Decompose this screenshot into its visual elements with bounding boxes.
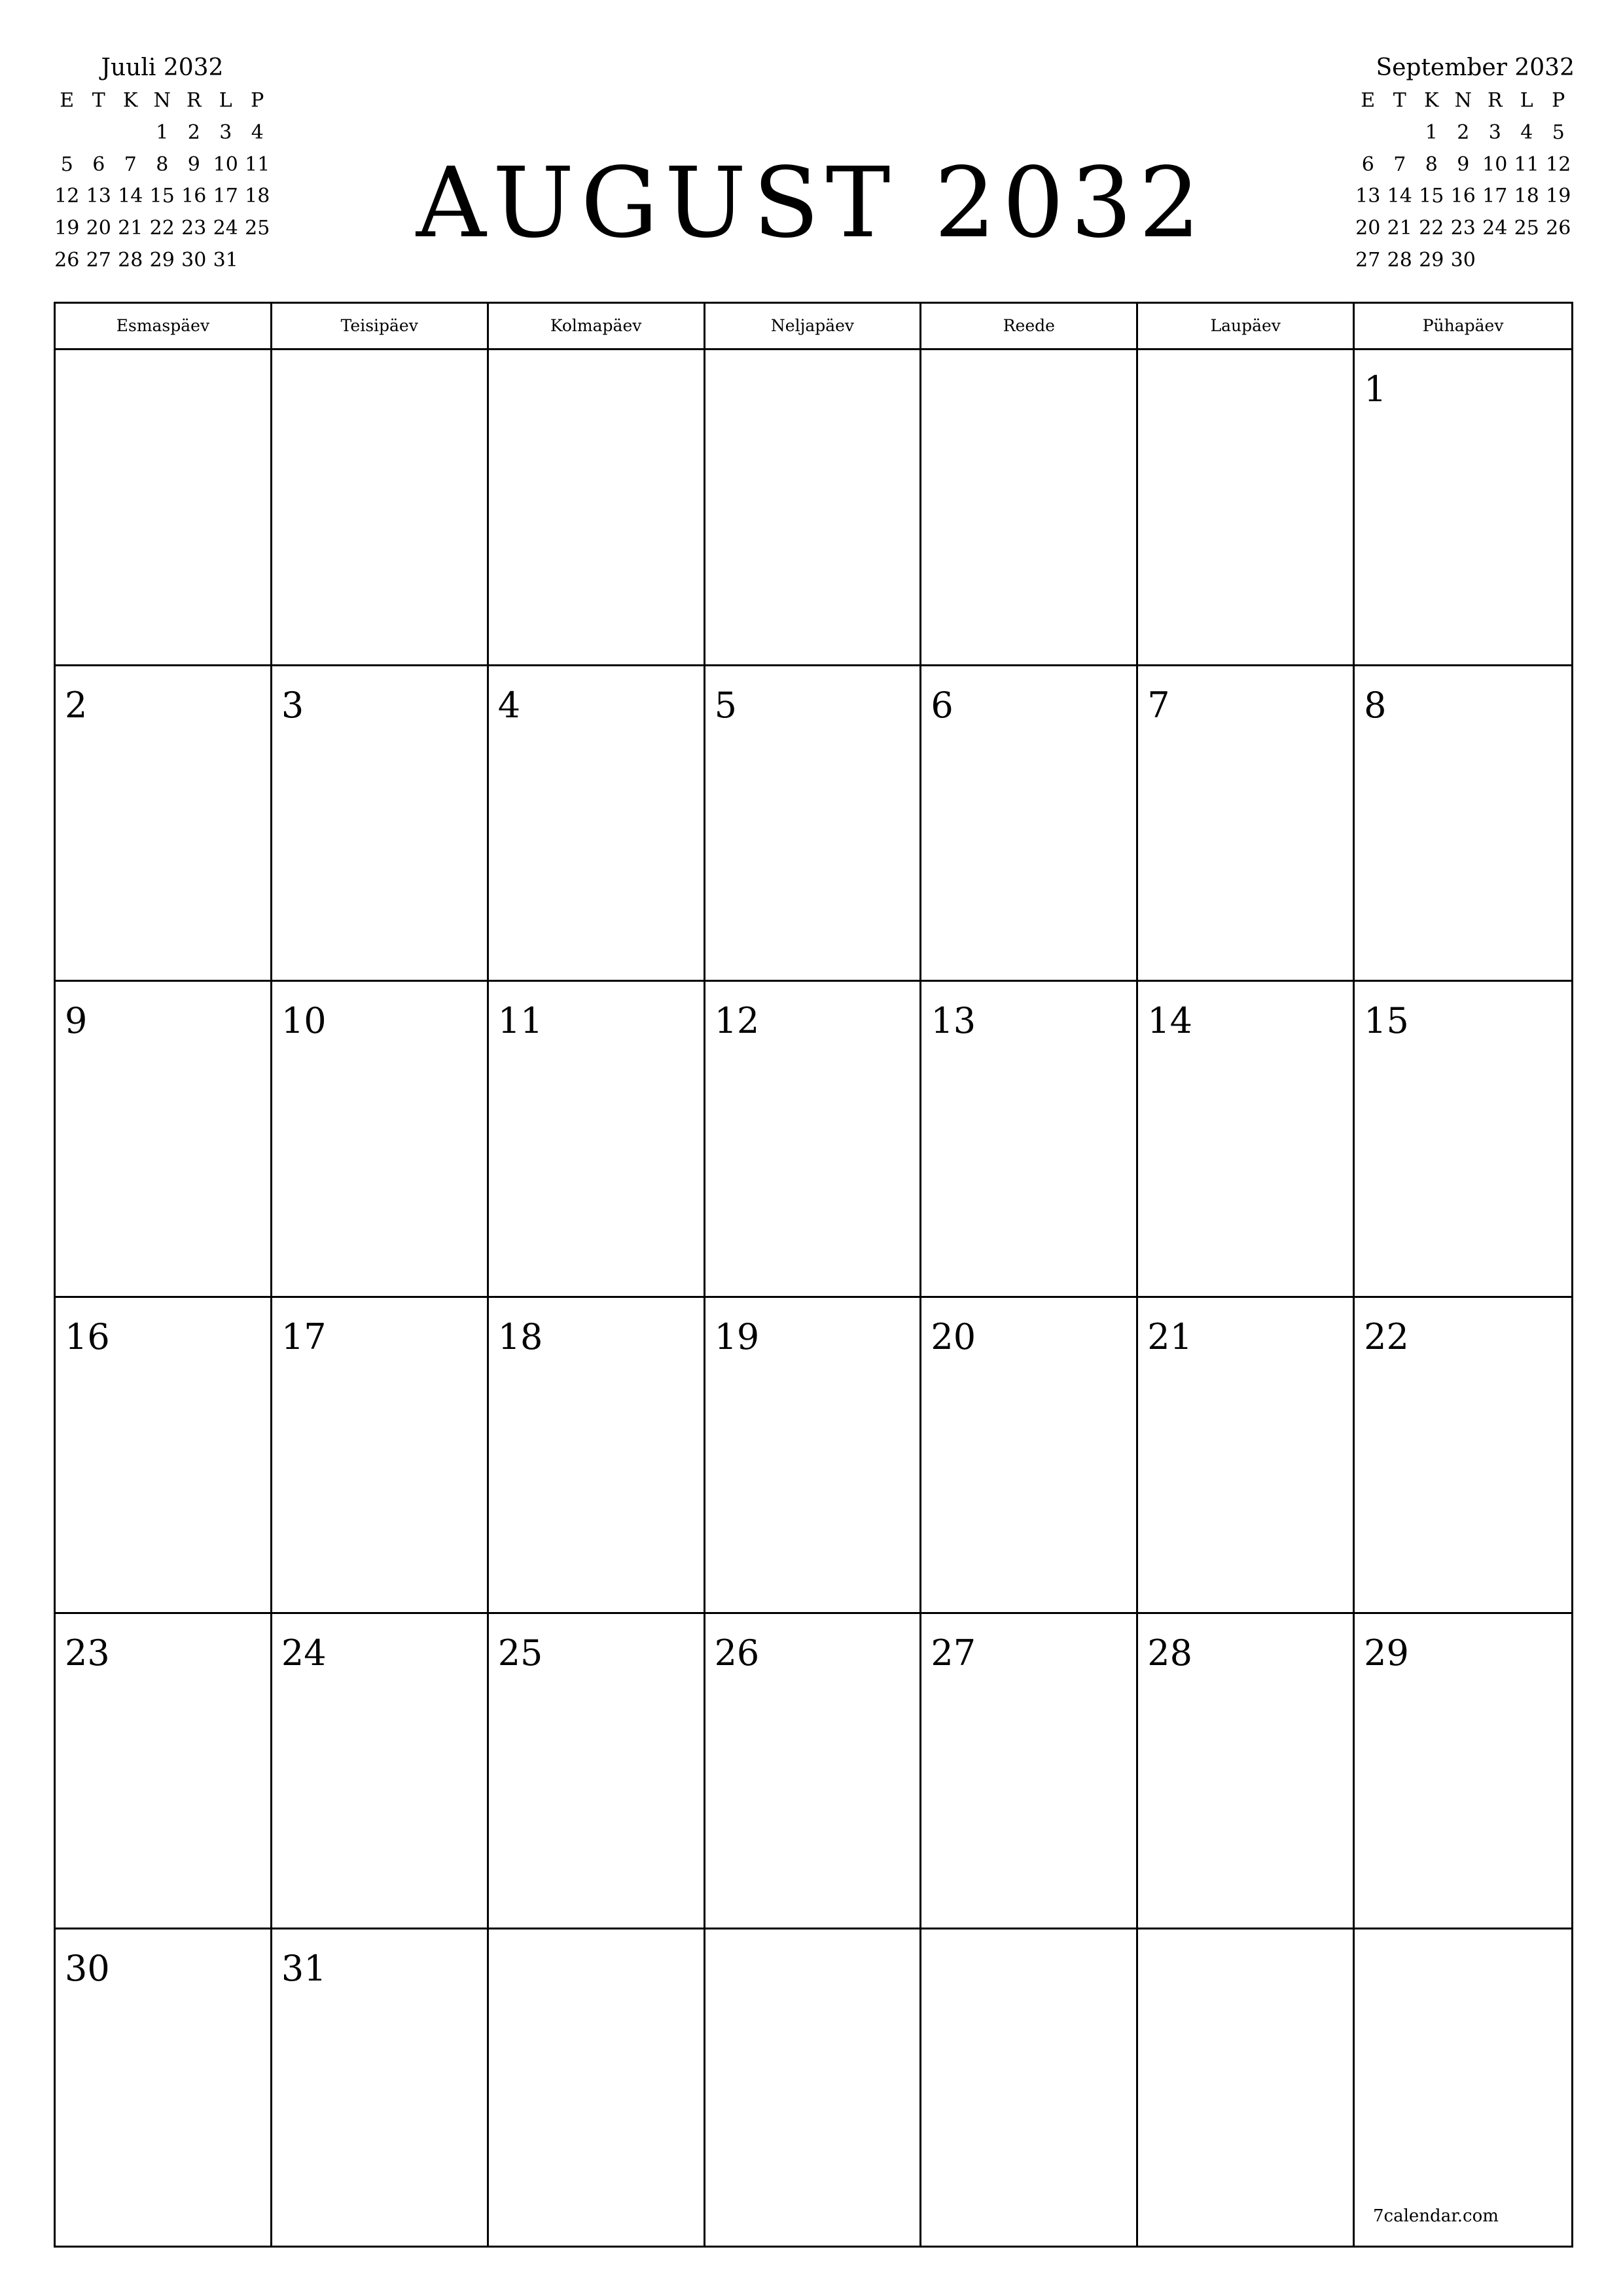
mini-day: 30 (1450, 248, 1476, 272)
mini-weekday-label: R (1487, 89, 1503, 112)
day-cell (1138, 982, 1355, 1298)
mini-day: 7 (124, 152, 137, 176)
day-number: 14 (1147, 1000, 1192, 1042)
day-number: 20 (931, 1316, 976, 1357)
day-cell (489, 1298, 705, 1614)
mini-day: 25 (245, 217, 270, 240)
day-cell (56, 1929, 272, 2246)
day-number: 12 (714, 1000, 760, 1042)
mini-day: 10 (1482, 152, 1508, 176)
day-cell (1138, 1298, 1355, 1614)
day-number: 3 (281, 684, 304, 726)
day-cell (489, 666, 705, 982)
mini-weekday-label: N (1454, 89, 1472, 112)
mini-day: 18 (245, 185, 270, 208)
day-cell (921, 666, 1138, 982)
day-number: 11 (497, 1000, 543, 1042)
day-cell (1355, 1929, 1571, 2246)
day-number: 18 (497, 1316, 543, 1357)
day-number: 9 (65, 1000, 88, 1042)
mini-empty-cell (51, 117, 83, 149)
mini-day: 21 (118, 217, 143, 240)
day-cell (1138, 666, 1355, 982)
mini-day: 6 (1361, 152, 1374, 176)
mini-day: 27 (86, 248, 111, 272)
mini-day: 16 (1450, 185, 1476, 208)
day-cell (705, 666, 922, 982)
day-number: 24 (281, 1632, 327, 1674)
mini-day: 4 (1520, 120, 1533, 144)
day-cell (921, 1298, 1138, 1614)
mini-calendar-title: Juuli 2032 (101, 54, 224, 81)
mini-day: 23 (181, 217, 207, 240)
day-cell (705, 350, 922, 666)
mini-day: 29 (149, 248, 175, 272)
day-cell (489, 1614, 705, 1930)
mini-day: 4 (251, 120, 264, 144)
mini-day: 22 (1419, 217, 1444, 240)
month-grid (54, 302, 1573, 2248)
day-cell (705, 1929, 922, 2246)
mini-day: 25 (1514, 217, 1539, 240)
mini-day: 20 (86, 217, 111, 240)
weekday-header: Laupäev (1138, 304, 1355, 348)
mini-day: 15 (149, 185, 175, 208)
mini-day: 13 (1355, 185, 1381, 208)
mini-day: 9 (187, 152, 200, 176)
mini-day: 14 (1387, 185, 1412, 208)
mini-day: 19 (54, 217, 80, 240)
day-number: 23 (65, 1632, 110, 1674)
day-number: 8 (1364, 684, 1387, 726)
mini-empty-cell (1384, 117, 1416, 149)
mini-weekday-label: T (1393, 89, 1406, 112)
day-number: 16 (65, 1316, 110, 1357)
mini-day: 2 (187, 120, 200, 144)
mini-day: 8 (1425, 152, 1438, 176)
day-cell (921, 1929, 1138, 2246)
day-cell (1138, 1929, 1355, 2246)
mini-day: 11 (1514, 152, 1539, 176)
day-cell (921, 1614, 1138, 1930)
weekday-header: Kolmapäev (489, 304, 705, 348)
day-cell (272, 1929, 489, 2246)
day-number: 19 (714, 1316, 760, 1357)
day-cell (1355, 666, 1571, 982)
day-cell (272, 1614, 489, 1930)
weekday-header-row (56, 304, 1571, 350)
mini-day: 12 (1546, 152, 1571, 176)
mini-day: 7 (1393, 152, 1406, 176)
mini-weekday-label: L (219, 89, 232, 112)
day-number: 28 (1147, 1632, 1192, 1674)
day-number: 7 (1147, 684, 1170, 726)
site-credit: 7calendar.com (1373, 2206, 1499, 2226)
mini-calendar-next-month (1352, 51, 1575, 277)
day-number: 2 (65, 684, 88, 726)
mini-day: 29 (1419, 248, 1444, 272)
day-number: 17 (281, 1316, 327, 1357)
day-number: 27 (931, 1632, 976, 1674)
mini-weekday-label: P (251, 89, 264, 112)
day-number: 30 (65, 1948, 110, 1990)
mini-day: 13 (86, 185, 111, 208)
day-cell (705, 1298, 922, 1614)
day-cell (56, 666, 272, 982)
day-number: 25 (497, 1632, 543, 1674)
day-number: 31 (281, 1948, 327, 1990)
mini-day: 11 (245, 152, 270, 176)
mini-calendar-title: September 2032 (1376, 54, 1575, 81)
mini-weekday-label: R (186, 89, 202, 112)
mini-day: 24 (1482, 217, 1508, 240)
mini-day: 17 (1482, 185, 1508, 208)
mini-day: 20 (1355, 217, 1381, 240)
day-cell (56, 1614, 272, 1930)
day-cell (1355, 350, 1571, 666)
day-number: 10 (281, 1000, 327, 1042)
mini-weekday-label: N (153, 89, 171, 112)
day-cell (705, 1614, 922, 1930)
mini-day: 8 (156, 152, 169, 176)
day-cell (56, 1298, 272, 1614)
mini-day: 9 (1457, 152, 1470, 176)
mini-empty-cell (1352, 117, 1384, 149)
day-cell (1355, 982, 1571, 1298)
mini-weekday-label: T (92, 89, 105, 112)
mini-day: 27 (1355, 248, 1381, 272)
mini-day: 6 (92, 152, 105, 176)
day-cell (272, 350, 489, 666)
mini-day: 12 (54, 185, 80, 208)
weekday-header: Teisipäev (272, 304, 489, 348)
mini-day: 19 (1546, 185, 1571, 208)
mini-day: 24 (213, 217, 238, 240)
mini-day: 26 (1546, 217, 1571, 240)
day-cell (489, 982, 705, 1298)
day-number: 4 (497, 684, 521, 726)
mini-day: 17 (213, 185, 238, 208)
day-cell (921, 350, 1138, 666)
mini-day: 5 (60, 152, 73, 176)
mini-calendar-previous-month (51, 51, 274, 277)
weekday-header: Reede (921, 304, 1138, 348)
mini-day: 26 (54, 248, 80, 272)
day-cell (921, 982, 1138, 1298)
day-number: 29 (1364, 1632, 1409, 1674)
mini-day: 1 (1425, 120, 1438, 144)
mini-empty-cell (115, 117, 147, 149)
mini-day: 30 (181, 248, 207, 272)
mini-weekday-label: K (123, 89, 138, 112)
mini-day: 10 (213, 152, 238, 176)
day-cell (489, 1929, 705, 2246)
mini-empty-cell (83, 117, 115, 149)
mini-day: 5 (1552, 120, 1565, 144)
mini-day: 18 (1514, 185, 1539, 208)
day-number: 21 (1147, 1316, 1192, 1357)
mini-day: 3 (1488, 120, 1501, 144)
day-number: 15 (1364, 1000, 1409, 1042)
weekday-header: Esmaspäev (56, 304, 272, 348)
mini-day: 23 (1450, 217, 1476, 240)
mini-day: 28 (1387, 248, 1412, 272)
mini-day: 31 (213, 248, 238, 272)
mini-calendar-grid (1352, 85, 1575, 277)
day-cell (56, 982, 272, 1298)
day-number: 6 (931, 684, 954, 726)
mini-weekday-label: P (1552, 89, 1565, 112)
mini-weekday-label: L (1520, 89, 1533, 112)
mini-day: 21 (1387, 217, 1412, 240)
mini-day: 2 (1457, 120, 1470, 144)
mini-weekday-label: E (60, 89, 75, 112)
day-number: 13 (931, 1000, 976, 1042)
day-number: 22 (1364, 1316, 1409, 1357)
day-cell (56, 350, 272, 666)
mini-day: 28 (118, 248, 143, 272)
day-cell (272, 982, 489, 1298)
mini-day: 15 (1419, 185, 1444, 208)
weekday-header: Neljapäev (705, 304, 922, 348)
weekday-header: Pühapäev (1422, 316, 1504, 335)
mini-day: 3 (219, 120, 232, 144)
day-cell (489, 350, 705, 666)
mini-day: 22 (149, 217, 175, 240)
day-cell (1355, 1614, 1571, 1930)
day-cell (1355, 1298, 1571, 1614)
mini-weekday-label: E (1361, 89, 1376, 112)
mini-day: 1 (156, 120, 169, 144)
day-cell (1138, 350, 1355, 666)
day-cell (272, 666, 489, 982)
day-cell (1138, 1614, 1355, 1930)
day-cell (705, 982, 922, 1298)
page-title: AUGUST 2032 (416, 147, 1207, 259)
mini-day: 14 (118, 185, 143, 208)
mini-weekday-label: K (1424, 89, 1439, 112)
day-number: 26 (714, 1632, 760, 1674)
mini-calendar-grid (51, 85, 274, 277)
day-number: 1 (1364, 368, 1387, 410)
month-grid-body (56, 350, 1571, 2246)
mini-day: 16 (181, 185, 207, 208)
day-cell (272, 1298, 489, 1614)
day-number: 5 (714, 684, 737, 726)
